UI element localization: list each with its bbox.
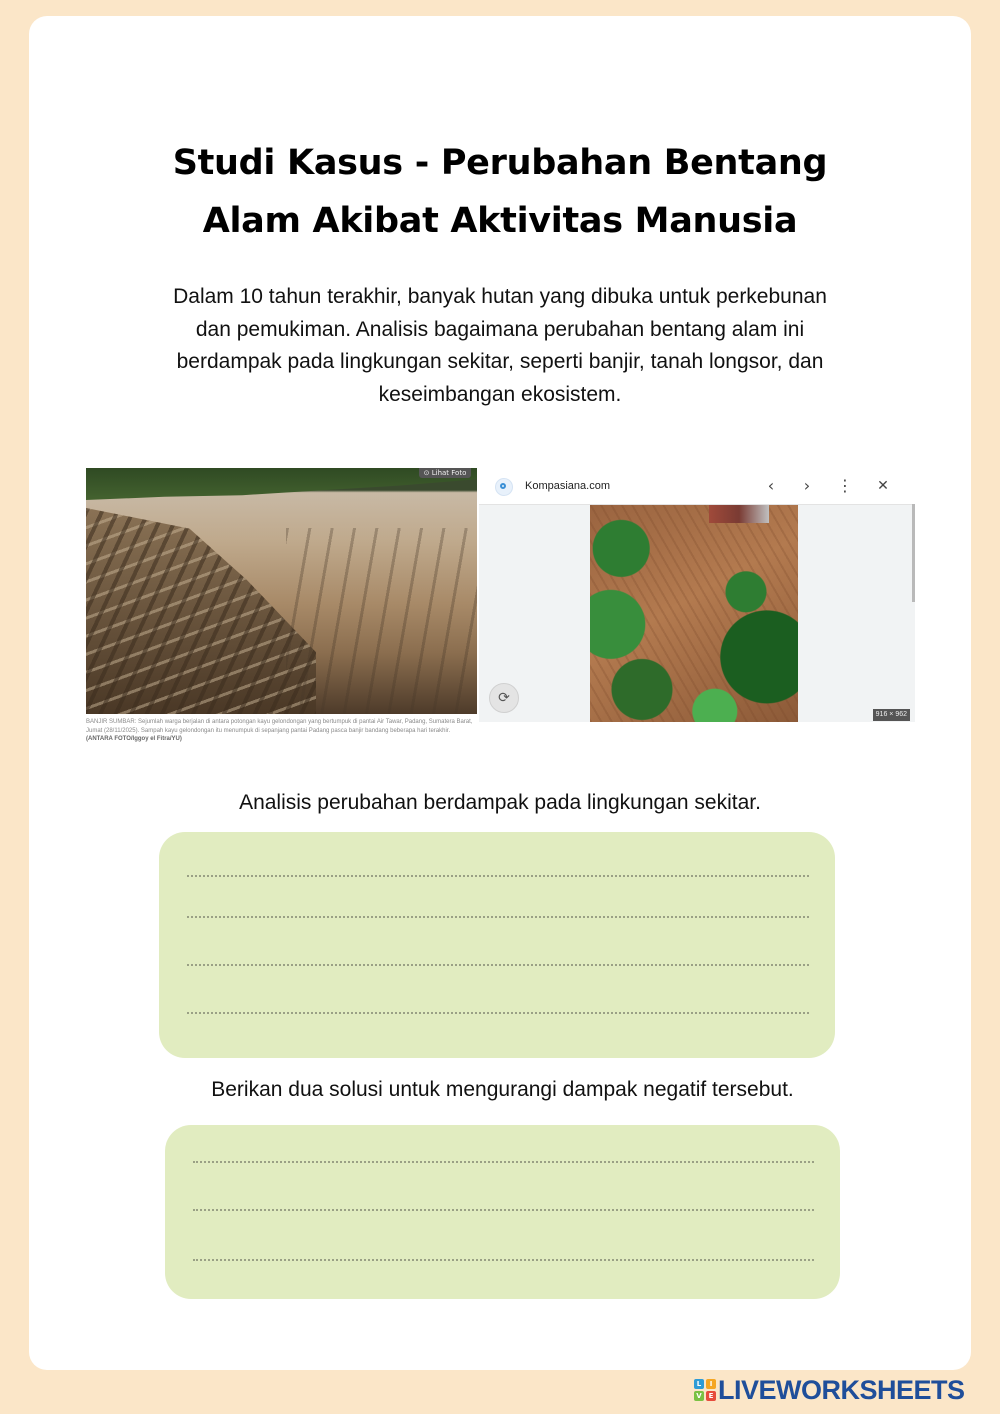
site-name: Kompasiana.com (525, 480, 610, 492)
answer-line (187, 1012, 809, 1014)
liveworksheets-logo[interactable] (694, 1374, 965, 1406)
lens-search-icon[interactable]: ⟳ (489, 683, 519, 713)
answer-line (193, 1209, 814, 1211)
landslide-aerial-photo (590, 505, 798, 722)
answer-line (187, 916, 809, 918)
logo-blocks-icon (694, 1379, 716, 1401)
page-title (0, 134, 1000, 250)
answer-line (193, 1259, 814, 1261)
caption-credit: (ANTARA FOTO/Iggoy el Fitra/YU) (86, 736, 182, 742)
logo-block: V (694, 1391, 704, 1401)
chevron-right-icon[interactable]: › (803, 476, 811, 495)
viewer-scrollbar[interactable] (912, 504, 915, 602)
site-favicon-icon (495, 478, 513, 496)
more-vertical-icon[interactable]: ⋮ (837, 476, 853, 495)
question-2: Berikan dua solusi untuk mengurangi dampak negatif tersebut. (211, 1078, 794, 1101)
driftwood-pile (86, 508, 316, 714)
floating-logs (286, 528, 477, 714)
answer-box-1[interactable] (159, 832, 835, 1058)
logo-wordmark: LIVEWORKSHEETS (718, 1374, 965, 1405)
photo-caption (86, 718, 476, 744)
answer-line (193, 1161, 814, 1163)
flood-debris-photo (86, 468, 477, 714)
title-line-2: Alam Akibat Aktivitas Manusia (202, 201, 798, 241)
title-line-1: Studi Kasus - Perubahan Bentang (172, 143, 828, 183)
question-1: Analisis perubahan berdampak pada lingkungan sekitar. (239, 791, 761, 814)
view-photo-badge: ⊙ Lihat Foto (419, 468, 471, 478)
house-roofs (709, 505, 769, 523)
image-viewer-screenshot (479, 470, 915, 722)
answer-line (187, 875, 809, 877)
logo-block: I (706, 1379, 716, 1389)
close-icon[interactable]: ✕ (877, 478, 889, 494)
caption-text: BANJIR SUMBAR: Sejumlah warga berjalan di antara potongan kayu gelondongan yang bertumpuk di pantai Air Tawar, Padang, Sumatera Barat, Jumat (28/11/2025). Sampah kayu gelondongan itu menumpuk di sepanjang pantai Padang pasca banjir bandang beberapa hari terakhir. (86, 719, 473, 734)
viewer-toolbar (479, 470, 915, 505)
answer-line (187, 964, 809, 966)
logo-block: E (706, 1391, 716, 1401)
image-dimensions-badge: 916 × 962 (873, 709, 910, 721)
chevron-left-icon[interactable]: ‹ (767, 476, 775, 495)
answer-box-2[interactable] (165, 1125, 840, 1299)
logo-block: L (694, 1379, 704, 1389)
intro-paragraph: Dalam 10 tahun terakhir, banyak hutan yang dibuka untuk perkebunan dan pemukiman. Analisis bagaimana perubahan bentang alam ini berdampak pada lingkungan sekitar, seperti banjir, tanah longsor, dan keseimbangan ekosistem. (173, 285, 827, 406)
